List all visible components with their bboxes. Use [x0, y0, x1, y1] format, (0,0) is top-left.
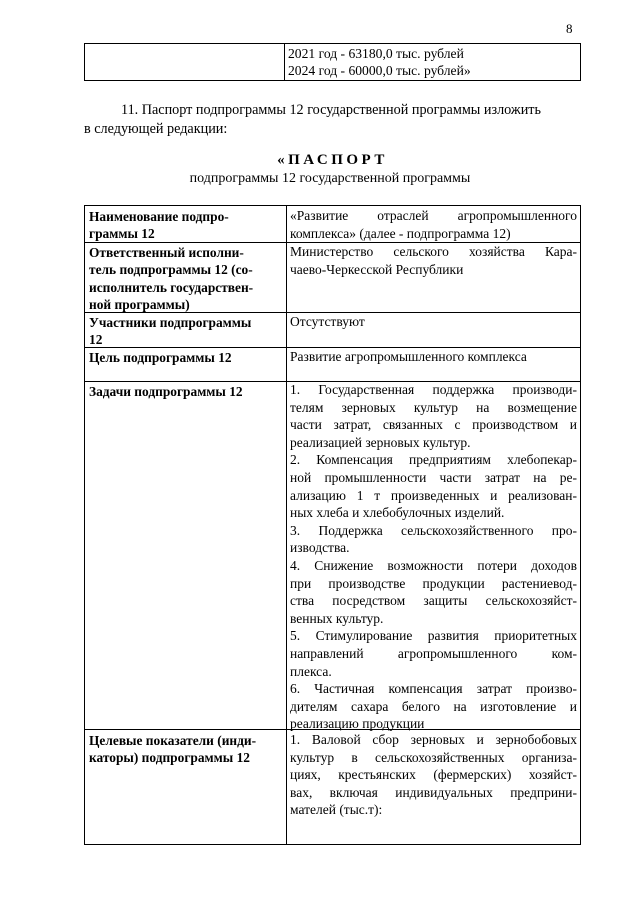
funding-line: 2021 год - 63180,0 тыс. рублей: [288, 46, 464, 61]
value-line: изводства.: [290, 540, 350, 556]
row-value-indicators: [290, 731, 577, 819]
label-line: Целевые показатели (инди-: [89, 733, 257, 748]
value-line: направлений агропромышленного ком-: [290, 645, 577, 661]
paragraph-line: в следующей редакции:: [84, 121, 228, 137]
label-line: Ответственный исполни-: [89, 245, 244, 260]
value-line: телям зерновых культур на возмещение: [290, 399, 577, 415]
row-label-name: [89, 208, 282, 243]
row-value-name: [290, 207, 577, 242]
label-line: Участники подпрограммы: [89, 315, 252, 330]
empty-cell: [85, 44, 285, 80]
amendment-paragraph: [84, 101, 581, 139]
value-line: мателей (тыс.т):: [290, 802, 383, 818]
passport-table: [84, 205, 581, 845]
funding-cell: [288, 45, 471, 79]
value-line: плекса.: [290, 663, 332, 679]
value-line: при производстве продукции растениевод-: [290, 575, 577, 591]
funding-line: 2024 год - 60000,0 тыс. рублей»: [288, 63, 471, 78]
value-line: ализацию 1 т произведенных и реализован-: [290, 487, 577, 503]
value-line: венных культур.: [290, 610, 384, 626]
value-line: комплекса» (далее - подпрограмма 12): [290, 225, 511, 241]
label-line: 12: [89, 332, 103, 348]
column-divider: [286, 206, 287, 844]
value-line: 2. Компенсация предприятиям хлебопекар-: [290, 452, 577, 468]
value-line: 1. Государственная поддержка производи-: [290, 382, 577, 397]
row-value-tasks: [290, 381, 577, 733]
value-line: 4. Снижение возможности потери доходов: [290, 557, 577, 573]
page-number: 8: [566, 21, 573, 36]
value-line: реализацией зерновых культур.: [290, 434, 471, 450]
row-value-executor: [290, 243, 577, 278]
value-line: реализацию продукции: [290, 716, 425, 732]
row-label-tasks: [89, 383, 282, 400]
value-line: культур в сельскохозяйственных организа-: [290, 749, 577, 765]
label-line: тель подпрограммы 12 (со-: [89, 262, 253, 278]
row-value-participants: [290, 313, 577, 331]
value-line: 3. Поддержка сельскохозяйственного про-: [290, 522, 577, 538]
value-line: 1. Валовой сбор зерновых и зернобобовых: [290, 732, 577, 747]
value-line: циях, крестьянских (фермерских) хозяйст-: [290, 767, 577, 783]
row-value-goal: [290, 348, 577, 366]
continued-table-fragment: [84, 43, 581, 81]
value-line: «Развитие отраслей агропромышленного: [290, 208, 577, 223]
value-line: ной промышленности части затрат на ре-: [290, 469, 577, 485]
label-line: Цель подпрограммы 12: [89, 350, 232, 365]
value-line: 5. Стимулирование развития приоритетных: [290, 628, 577, 644]
paragraph-line: 11. Паспорт подпрограммы 12 государственной программы изложить: [121, 102, 541, 118]
label-line: Наименование подпро-: [89, 209, 229, 224]
value-line: вах, включая индивидуальных предприни-: [290, 784, 577, 800]
label-line: Задачи подпрограммы 12: [89, 384, 243, 399]
row-label-indicators: [89, 732, 282, 767]
label-line: исполнитель государствен-: [89, 279, 254, 295]
passport-title: «ПАСПОРТ: [277, 152, 388, 168]
row-label-executor: [89, 244, 282, 313]
label-line: ной программы): [89, 296, 190, 312]
value-line: части затрат, связанных с производством и: [290, 417, 577, 433]
value-line: Министерство сельского хозяйства Кара-: [290, 244, 577, 259]
value-line: 6. Частичная компенсация затрат произво-: [290, 681, 577, 697]
value-line: Развитие агропромышленного комплекса: [290, 349, 527, 364]
row-label-goal: [89, 349, 282, 366]
value-line: чаево-Черкесской Республики: [290, 261, 464, 277]
value-line: Отсутствуют: [290, 314, 365, 329]
value-line: дителям сахара белого на изготовление и: [290, 698, 577, 714]
label-line: каторы) подпрограммы 12: [89, 750, 250, 766]
value-line: ства посредством защиты сельскохозяйст-: [290, 593, 577, 609]
passport-subtitle: подпрограммы 12 государственной программы: [189, 171, 471, 186]
label-line: граммы 12: [89, 226, 155, 242]
value-line: ных хлеба и хлебобулочных изделий.: [290, 505, 505, 521]
row-label-participants: [89, 314, 282, 349]
